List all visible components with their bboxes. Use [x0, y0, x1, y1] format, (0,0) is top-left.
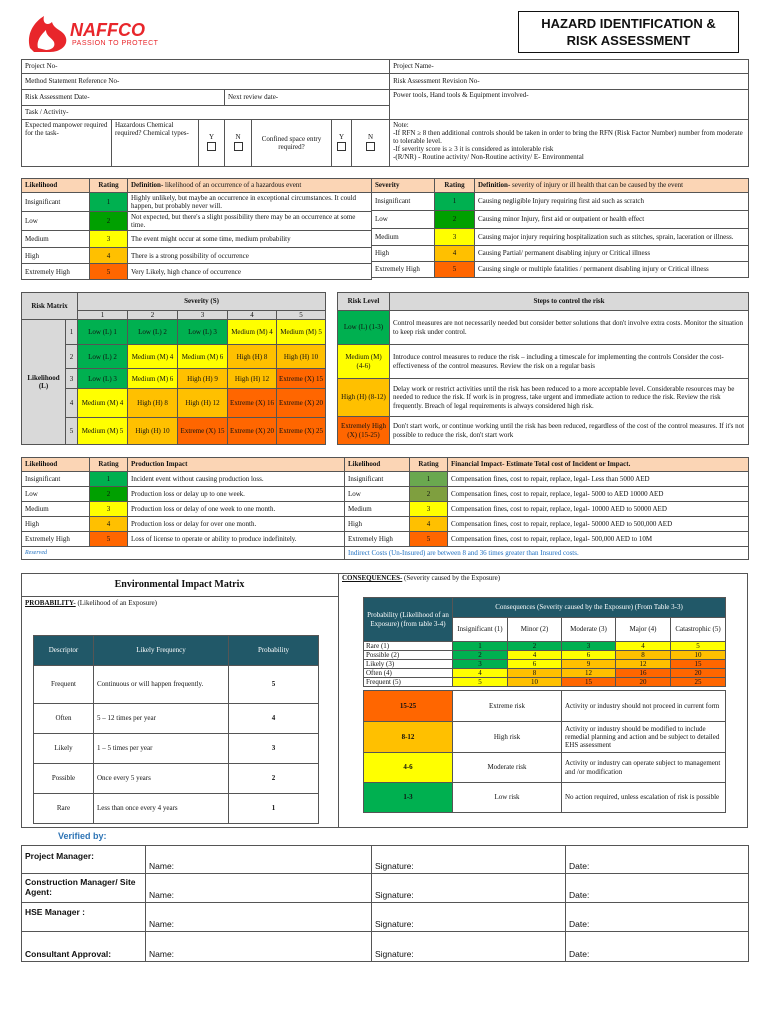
severity-col: 2 — [128, 311, 178, 320]
production-label: Low — [22, 487, 90, 502]
matrix-cell: High (H) 10 — [277, 345, 326, 369]
financial-rating: 1 — [410, 472, 448, 487]
matrix-cell: Low (L) 2 — [128, 320, 178, 345]
financial-rating: 4 — [410, 517, 448, 532]
confined-yes[interactable] — [332, 120, 352, 167]
matrix-cell: High (H) 12 — [228, 369, 277, 389]
brand-name: NAFFCO — [70, 20, 145, 40]
note-2: -If severity score is ≥ 3 it is considered as intolerable risk — [393, 145, 554, 154]
control-steps: Introduce control measures to reduce the risk – including a timescale for implementing the controls Consider the cost-effectiveness of the control measures. Review the risk on a regular basis — [390, 345, 749, 379]
revision-no[interactable]: Risk Assessment Revision No- — [390, 74, 749, 90]
probability-table — [33, 635, 319, 824]
chemical-no-checkbox[interactable] — [234, 142, 243, 151]
consequence-cell: 2 — [508, 642, 562, 651]
descriptor: Often — [34, 704, 94, 734]
matrix-cell: Medium (M) 4 — [228, 320, 277, 345]
role-hse-manager: HSE Manager : — [22, 903, 146, 932]
likelihood-rating: 2 — [90, 212, 128, 231]
probability-row-label: Rare (1) — [364, 642, 453, 651]
descriptor: Rare — [34, 794, 94, 824]
production-header: Production Impact — [128, 458, 345, 472]
financial-description: Compensation fines, cost to repair, replace, legal- 50000 AED to 500,000 AED — [448, 517, 749, 532]
likelihood-definition: The event might occur at some time, medium probability — [128, 231, 372, 248]
confined-no-label: N — [368, 133, 374, 142]
severity-col: 5 — [277, 311, 326, 320]
consequence-cell: 3 — [562, 642, 616, 651]
consequence-col: Major (4) — [616, 618, 671, 642]
financial-label: High — [345, 517, 410, 532]
likelihood-rating: 3 — [90, 231, 128, 248]
confined-yes-checkbox[interactable] — [337, 142, 346, 151]
severity-axis-label: Severity (S) — [78, 293, 326, 311]
tools-involved[interactable]: Power tools, Hand tools & Equipment involved- — [390, 90, 749, 120]
probability-row-label: Frequent (5) — [364, 678, 453, 687]
env-level-action: No action required, unless escalation of risk is possible — [562, 783, 726, 813]
consequence-cell: 8 — [616, 651, 671, 660]
control-steps: Don't start work, or continue working until the risk has been reduced, regardless of the cost of the control measures. If it's not possible to reduce the risk, don't start work — [390, 417, 749, 445]
likelihood-label: Medium — [22, 231, 90, 248]
financial-rating: 5 — [410, 532, 448, 547]
likelihood-row: 3 — [66, 369, 78, 389]
financial-label: Insignificant — [345, 472, 410, 487]
matrix-cell: Low (L) 2 — [78, 345, 128, 369]
signature-field[interactable]: Signature: — [372, 903, 566, 932]
financial-rating: 2 — [410, 487, 448, 502]
project-no[interactable]: Project No- — [22, 60, 390, 74]
production-rating: 3 — [90, 502, 128, 517]
financial-description: Compensation fines, cost to repair, replace, legal- Less than 5000 AED — [448, 472, 749, 487]
production-label: Medium — [22, 502, 90, 517]
name-field[interactable]: Name: — [146, 903, 372, 932]
production-rating: 5 — [90, 532, 128, 547]
matrix-cell: High (H) 8 — [228, 345, 277, 369]
env-level-extreme: 15-25 — [364, 691, 453, 722]
consequence-cell: 1 — [453, 642, 508, 651]
financial-label: Extremely High — [345, 532, 410, 547]
matrix-cell: Extreme (X) 20 — [228, 418, 277, 445]
task-activity[interactable]: Task / Activity- — [22, 106, 390, 120]
role-project-manager: Project Manager: — [22, 846, 146, 874]
probability-col-header: Probability (Likelihood of an Exposure) (from table 3-4) — [364, 598, 453, 642]
matrix-cell: Low (L) 3 — [178, 320, 228, 345]
severity-col: 4 — [228, 311, 277, 320]
risk-level-extreme: Extremely High (X) (15-25) — [338, 417, 390, 445]
consequence-col: Minor (2) — [508, 618, 562, 642]
date-field[interactable]: Date: — [566, 874, 749, 903]
note-3: -(R/NR) - Routine activity/ Non-Routine activity/ E- Environmental — [393, 153, 584, 162]
financial-description: Compensation fines, cost to repair, replace, legal- 500,000 AED to 10M — [448, 532, 749, 547]
env-risk-levels — [363, 690, 726, 813]
flame-icon — [24, 8, 70, 54]
consequence-cell: 10 — [508, 678, 562, 687]
frequency: Less than once every 4 years — [94, 794, 229, 824]
date-field[interactable]: Date: — [566, 846, 749, 874]
matrix-cell: Extreme (X) 15 — [277, 369, 326, 389]
control-steps: Control measures are not necessarily needed but consider better solutions that don't involve extra costs. Monitor the situation to keep risk under control. — [390, 311, 749, 345]
financial-label: Medium — [345, 502, 410, 517]
rating-header: Rating — [90, 458, 128, 472]
descriptor: Possible — [34, 764, 94, 794]
env-level-action: Activity or industry should be modified to include remedial planning and action and be subject to detailed EHS assessment — [562, 722, 726, 753]
production-impact-table — [21, 457, 345, 560]
production-description: Production loss or delay up to one week. — [128, 487, 345, 502]
env-level-moderate: 4-6 — [364, 753, 453, 783]
frequency: 5 – 12 times per year — [94, 704, 229, 734]
env-level-action: Activity or industry should not proceed in current form — [562, 691, 726, 722]
severity-rating: 2 — [435, 211, 475, 229]
project-info-table — [21, 59, 749, 167]
consequence-col: Insignificant (1) — [453, 618, 508, 642]
financial-header: Financial Impact- Estimate Total cost of Incident or Impact. — [448, 458, 749, 472]
likelihood-definition: There is a strong possibility of occurrence — [128, 248, 372, 264]
production-rating: 1 — [90, 472, 128, 487]
likelihood-rating: 1 — [90, 193, 128, 212]
consequence-cell: 25 — [671, 678, 726, 687]
matrix-cell: Medium (M) 4 — [128, 345, 178, 369]
severity-col: 1 — [78, 311, 128, 320]
financial-label: Low — [345, 487, 410, 502]
frequency: Continuous or will happen frequently. — [94, 666, 229, 704]
definition-header: Definition- severity of injury or ill health that can be caused by the event — [475, 179, 749, 193]
likelihood-header: Likelihood — [345, 458, 410, 472]
role-consultant: Consultant Approval: — [22, 932, 146, 962]
consequence-cell: 15 — [671, 660, 726, 669]
env-level-label: Low risk — [453, 783, 562, 813]
severity-rating: 5 — [435, 262, 475, 278]
environmental-divider — [338, 573, 339, 828]
matrix-cell: Low (L) 3 — [78, 369, 128, 389]
likelihood-rating: 5 — [90, 264, 128, 280]
consequence-cell: 8 — [508, 669, 562, 678]
severity-definition: Causing minor Injury, first aid or outpatient or health effect — [475, 211, 749, 229]
env-title-underline — [21, 596, 338, 597]
likelihood-row: 2 — [66, 345, 78, 369]
confined-space: Confined space entry required? — [252, 120, 332, 167]
name-field[interactable]: Name: — [146, 846, 372, 874]
frequency: Once every 5 years — [94, 764, 229, 794]
severity-label: Low — [372, 211, 435, 229]
financial-description: Compensation fines, cost to repair, replace, legal- 5000 to AED 10000 AED — [448, 487, 749, 502]
likelihood-label: Insignificant — [22, 193, 90, 212]
date-field[interactable]: Date: — [566, 932, 749, 962]
consequence-cell: 4 — [453, 669, 508, 678]
control-steps: Delay work or restrict activities until the risk has been reduced to a more acceptable level. Considerable resources may be needed to reduce the risk. If work is in progress, take urgent and immediate action to reduce the risk. Review the risk frequently. Breach of legal requirements is always considered high risk. — [390, 379, 749, 417]
frequency: 1 – 5 times per year — [94, 734, 229, 764]
matrix-cell: Extreme (X) 16 — [228, 389, 277, 418]
name-field[interactable]: Name: — [146, 932, 372, 962]
consequences-label: CONSEQUENCES- (Severity caused by the Exposure) — [342, 574, 501, 582]
severity-rating: 4 — [435, 246, 475, 262]
severity-label: Medium — [372, 229, 435, 246]
production-description: Production loss or delay of one week to one month. — [128, 502, 345, 517]
consequence-cell: 9 — [562, 660, 616, 669]
env-level-action: Activity or industry can operate subject to management and /or modification — [562, 753, 726, 783]
matrix-cell: High (H) 9 — [178, 369, 228, 389]
severity-definition: Causing single or multiple fatalities / permanent disabling injury or Critical illness — [475, 262, 749, 278]
risk-level-low: Low (L) (1-3) — [338, 311, 390, 345]
consequence-col: Moderate (3) — [562, 618, 616, 642]
production-label: High — [22, 517, 90, 532]
consequence-cell: 5 — [671, 642, 726, 651]
risk-level-medium: Medium (M) (4-6) — [338, 345, 390, 379]
confined-no[interactable] — [352, 120, 390, 167]
production-description: Incident event without causing production loss. — [128, 472, 345, 487]
severity-label: High — [372, 246, 435, 262]
probability-label: PROBABILITY- (Likelihood of an Exposure) — [25, 599, 157, 607]
role-construction-manager: Construction Manager/ Site Agent: — [22, 874, 146, 903]
likelihood-row: 4 — [66, 389, 78, 418]
probability-header: Probability — [229, 636, 319, 666]
reserved-note: Reserved — [22, 547, 345, 560]
method-ref[interactable]: Method Statement Reference No- — [22, 74, 390, 90]
matrix-title: Risk Matrix — [22, 293, 78, 320]
matrix-cell: Medium (M) 5 — [78, 418, 128, 445]
likelihood-label: Extremely High — [22, 264, 90, 280]
probability-row-label: Often (4) — [364, 669, 453, 678]
severity-rating: 3 — [435, 229, 475, 246]
env-level-label: High risk — [453, 722, 562, 753]
confined-yes-label: Y — [338, 133, 345, 142]
consequence-cell: 3 — [453, 660, 508, 669]
severity-col: 3 — [178, 311, 228, 320]
control-steps-header: Steps to control the risk — [390, 293, 749, 311]
risk-level-header: Risk Level — [338, 293, 390, 311]
verified-by-title: Verified by: — [58, 831, 107, 841]
review-date[interactable]: Next review date- — [225, 90, 390, 106]
rating-header: Rating — [410, 458, 448, 472]
likelihood-rating: 4 — [90, 248, 128, 264]
severity-definition: Causing Partial/ permanent disabling injury or Critical illness — [475, 246, 749, 262]
risk-level-high: High (H) (8-12) — [338, 379, 390, 417]
consequence-cell: 5 — [453, 678, 508, 687]
production-label: Insignificant — [22, 472, 90, 487]
matrix-cell: High (H) 10 — [128, 418, 178, 445]
matrix-cell: Low (L) 1 — [78, 320, 128, 345]
hazardous-chemical[interactable]: Hazardous Chemical required? Chemical types- — [112, 120, 199, 167]
note-block — [390, 120, 749, 167]
likelihood-table — [21, 178, 372, 280]
descriptor: Frequent — [34, 666, 94, 704]
consequence-cell: 12 — [562, 669, 616, 678]
env-title: Environmental Impact Matrix — [114, 579, 245, 590]
probability-value: 5 — [229, 666, 319, 704]
descriptor: Likely — [34, 734, 94, 764]
consequence-cell: 4 — [616, 642, 671, 651]
production-rating: 2 — [90, 487, 128, 502]
likelihood-label: High — [22, 248, 90, 264]
likelihood-row: 5 — [66, 418, 78, 445]
risk-matrix — [21, 292, 326, 445]
matrix-cell: Extreme (X) 15 — [178, 418, 228, 445]
naffco-logo — [24, 8, 164, 56]
probability-value: 2 — [229, 764, 319, 794]
financial-description: Compensation fines, cost to repair, replace, legal- 10000 AED to 50000 AED — [448, 502, 749, 517]
title-line1: HAZARD IDENTIFICATION & — [541, 16, 716, 31]
signature-field[interactable]: Signature: — [372, 874, 566, 903]
probability-value: 3 — [229, 734, 319, 764]
env-level-high: 8-12 — [364, 722, 453, 753]
consequence-col: Catastrophic (5) — [671, 618, 726, 642]
frequency-header: Likely Frequency — [94, 636, 229, 666]
signature-field[interactable]: Signature: — [372, 846, 566, 874]
likelihood-row: 1 — [66, 320, 78, 345]
likelihood-definition: Very Likely, high chance of occurrence — [128, 264, 372, 280]
matrix-cell: Medium (M) 6 — [128, 369, 178, 389]
brand-tagline: PASSION TO PROTECT — [72, 40, 159, 47]
consequence-cell: 15 — [562, 678, 616, 687]
consequences-header: Consequences (Severity caused by the Exposure) (From Table 3-3) — [453, 598, 726, 618]
note-title: Note: — [393, 121, 409, 129]
consequence-cell: 16 — [616, 669, 671, 678]
financial-impact-table — [344, 457, 749, 560]
definition-header: Definition- likelihood of an occurrence of a hazardous event — [128, 179, 372, 193]
likelihood-definition: Highly unlikely, but maybe an occurrence in exceptional circumstances. It could happen, but probably never will. — [128, 193, 372, 212]
verification-table — [21, 845, 749, 962]
rating-header: Rating — [90, 179, 128, 193]
matrix-cell: Extreme (X) 20 — [277, 389, 326, 418]
likelihood-label: Low — [22, 212, 90, 231]
probability-row-label: Likely (3) — [364, 660, 453, 669]
project-name[interactable]: Project Name- — [390, 60, 749, 74]
severity-label: Extremely High — [372, 262, 435, 278]
likelihood-header: Likelihood — [22, 179, 90, 193]
consequence-cell: 6 — [508, 660, 562, 669]
consequence-cell: 4 — [508, 651, 562, 660]
indirect-cost-note: Indirect Costs (Un-Insured) are between 8 and 36 times greater than Insured costs. — [345, 547, 749, 560]
severity-header: Severity — [372, 179, 435, 193]
env-level-low: 1-3 — [364, 783, 453, 813]
env-level-label: Extreme risk — [453, 691, 562, 722]
probability-value: 4 — [229, 704, 319, 734]
expected-manpower[interactable]: Expected manpower required for the task- — [22, 120, 112, 167]
likelihood-axis-label: Likelihood (L) — [22, 320, 66, 445]
probability-value: 1 — [229, 794, 319, 824]
page-title — [518, 11, 739, 53]
signature-field[interactable]: Signature: — [372, 932, 566, 962]
confined-no-checkbox[interactable] — [366, 142, 375, 151]
risk-level-table — [337, 292, 749, 445]
production-description: Production loss or delay for over one month. — [128, 517, 345, 532]
likelihood-header: Likelihood — [22, 458, 90, 472]
probability-row-label: Possible (2) — [364, 651, 453, 660]
date-field[interactable]: Date: — [566, 903, 749, 932]
matrix-cell: Extreme (X) 25 — [277, 418, 326, 445]
consequence-cell: 20 — [671, 669, 726, 678]
consequence-cell: 12 — [616, 660, 671, 669]
production-label: Extremely High — [22, 532, 90, 547]
severity-table — [371, 178, 749, 278]
name-field[interactable]: Name: — [146, 874, 372, 903]
matrix-cell: Medium (M) 6 — [178, 345, 228, 369]
chemical-yes-label: Y — [208, 133, 215, 142]
chemical-yes-checkbox[interactable] — [207, 142, 216, 151]
severity-definition: Causing negligible Injury requiring first aid such as scratch — [475, 193, 749, 211]
rating-header: Rating — [435, 179, 475, 193]
assessment-date[interactable]: Risk Assessment Date- — [22, 90, 225, 106]
matrix-cell: High (H) 12 — [178, 389, 228, 418]
severity-rating: 1 — [435, 193, 475, 211]
descriptor-header: Descriptor — [34, 636, 94, 666]
matrix-cell: Medium (M) 4 — [78, 389, 128, 418]
consequence-cell: 6 — [562, 651, 616, 660]
consequence-matrix — [363, 597, 726, 687]
chemical-yes[interactable] — [199, 120, 225, 167]
severity-definition: Causing major injury requiring hospitalization such as stitches, sprain, laceration or illness. — [475, 229, 749, 246]
consequence-cell: 2 — [453, 651, 508, 660]
chemical-no[interactable] — [225, 120, 252, 167]
matrix-cell: Medium (M) 5 — [277, 320, 326, 345]
chemical-no-label: N — [235, 133, 241, 142]
production-rating: 4 — [90, 517, 128, 532]
env-level-label: Moderate risk — [453, 753, 562, 783]
note-1: -If RFN ≥ 8 then additional controls should be taken in order to bring the RFN (Risk Factor Number) number from moderate to tolerable level. — [393, 129, 743, 146]
matrix-cell: High (H) 8 — [128, 389, 178, 418]
title-line2: RISK ASSESSMENT — [566, 33, 691, 48]
consequence-cell: 10 — [671, 651, 726, 660]
likelihood-definition: Not expected, but there's a slight possibility there may be an occurrence at some time. — [128, 212, 372, 231]
production-description: Loss of license to operate or ability to produce indefinitely. — [128, 532, 345, 547]
severity-label: Insignificant — [372, 193, 435, 211]
consequence-cell: 20 — [616, 678, 671, 687]
financial-rating: 3 — [410, 502, 448, 517]
